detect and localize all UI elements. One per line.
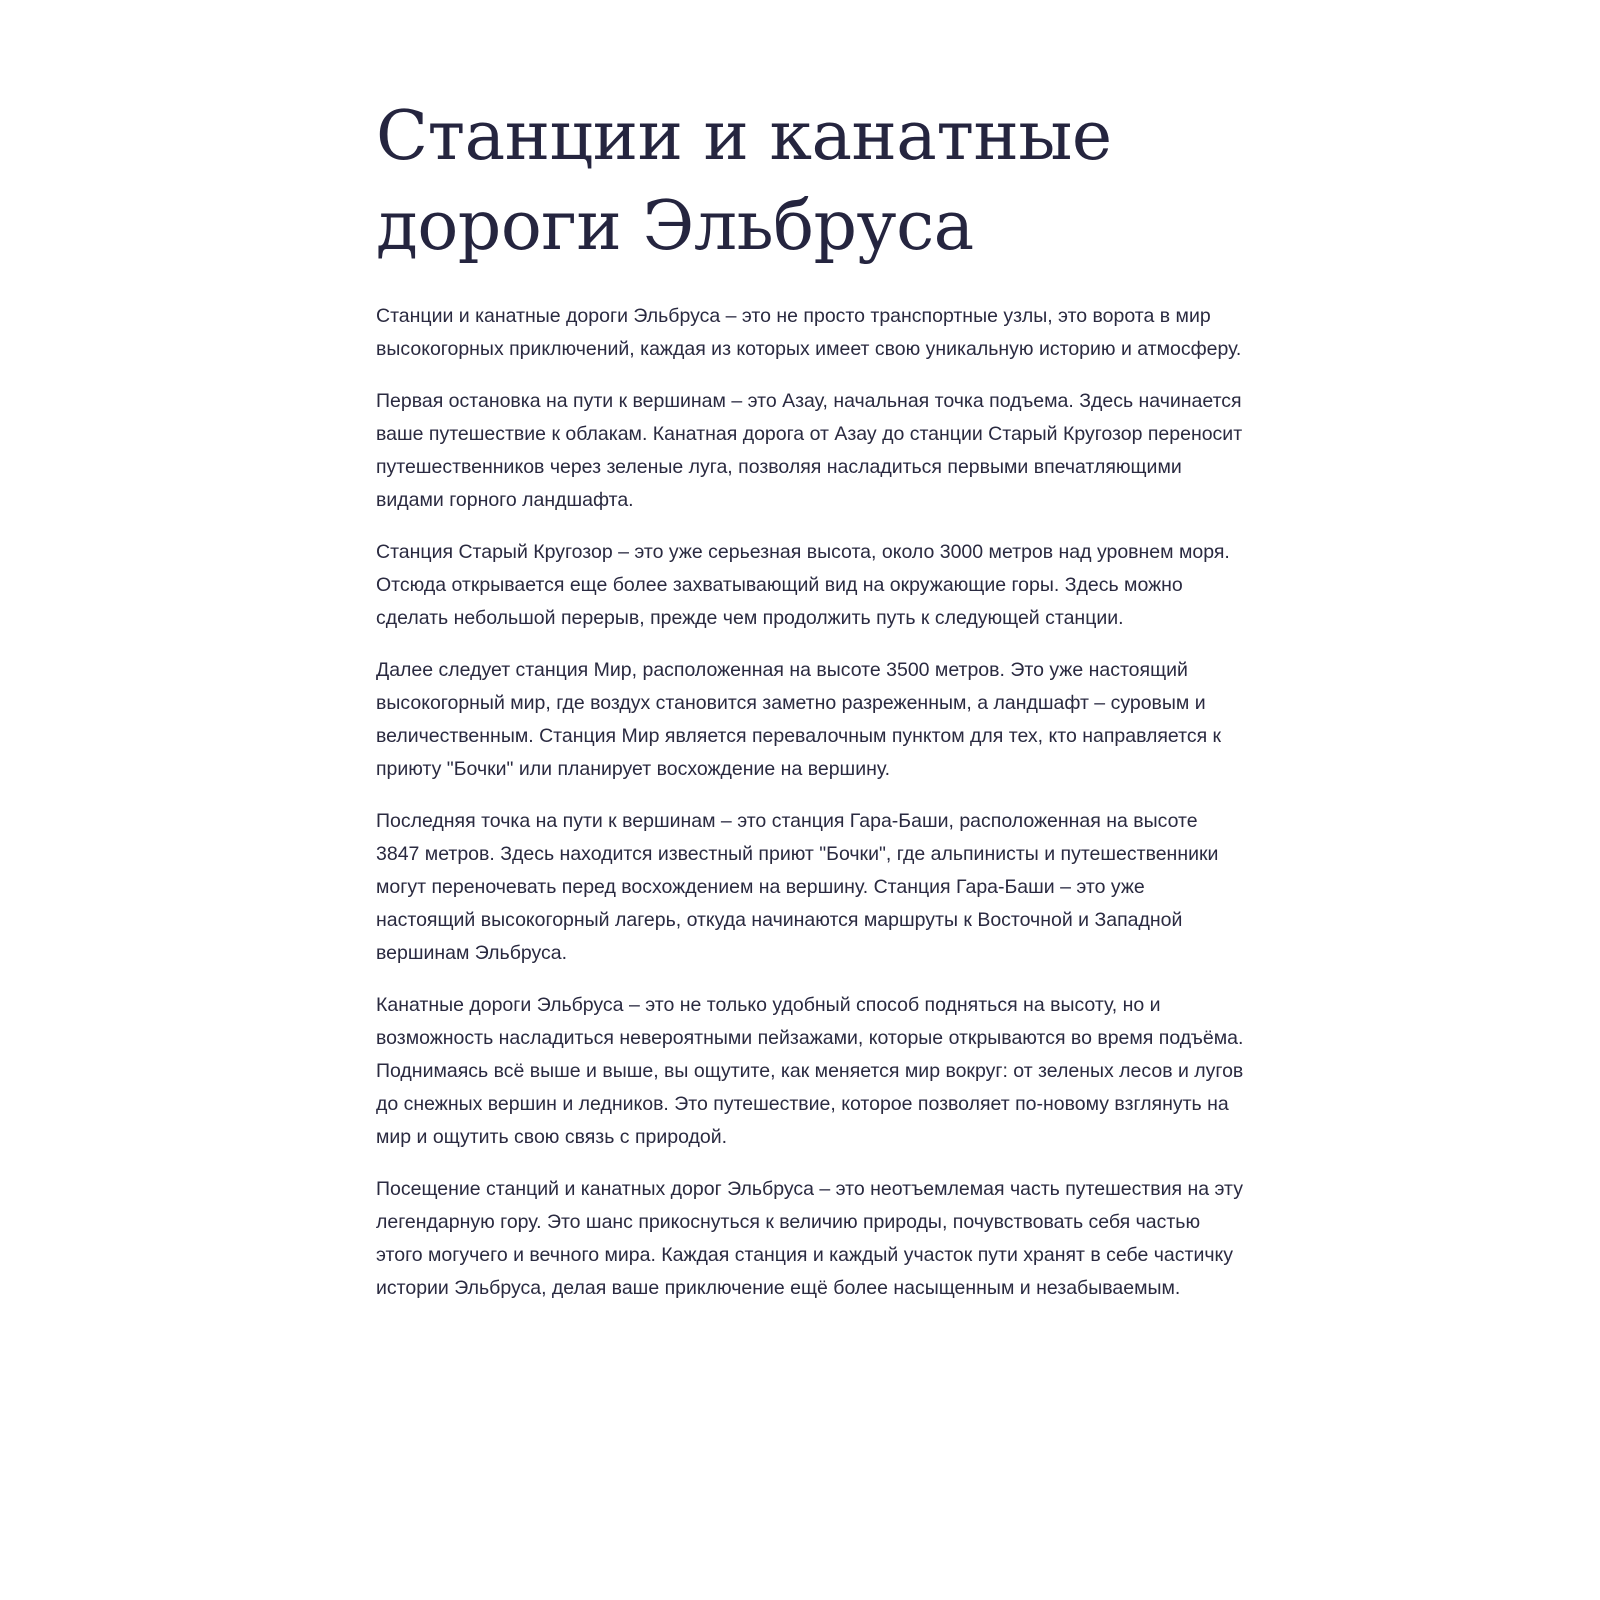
article-paragraph: Последняя точка на пути к вершинам – это станция Гара-Баши, расположенная на высоте 3847 метров. Здесь находится известный приют "Бочки", где альпинисты и путешественники могут переночевать перед восхождением на вершину. Станция Гара-Баши – это уже настоящий высокогорный лагерь, откуда начинаются маршруты к Восточной и Западной вершинам Эльбруса. — [376, 810, 1219, 964]
article-paragraph: Далее следует станция Мир, расположенная на высоте 3500 метров. Это уже настоящий высокогорный мир, где воздух становится заметно разреженным, а ландшафт – суровым и величественным. Станция Мир является перевалочным пунктом для тех, кто направляется к приюту "Бочки" или планирует восхождение на вершину. — [376, 659, 1222, 780]
article — [376, 92, 1246, 1324]
article-paragraph: Станции и канатные дороги Эльбруса – это не просто транспортные узлы, это ворота в мир высокогорных приключений, каждая из которых имеет свою уникальную историю и атмосферу. — [376, 305, 1242, 360]
page-title: Станции и канатные дороги Эльбруса — [376, 97, 1112, 266]
article-paragraph: Первая остановка на пути к вершинам – это Азау, начальная точка подъема. Здесь начинается ваше путешествие к облакам. Канатная дорога от Азау до станции Старый Кругозор переносит путешественников через зеленые луга, позволяя насладиться первыми впечатляющими видами горного ландшафта. — [376, 390, 1243, 511]
article-paragraph: Канатные дороги Эльбруса – это не только удобный способ подняться на высоту, но и возможность насладиться невероятными пейзажами, которые открываются во время подъёма. Поднимаясь всё выше и выше, вы ощутите, как меняется мир вокруг: от зеленых лесов и лугов до снежных вершин и ледников. Это путешествие, которое позволяет по-новому взглянуть на мир и ощутить свою связь с природой. — [376, 994, 1244, 1148]
article-paragraph: Посещение станций и канатных дорог Эльбруса – это неотъемлемая часть путешествия на эту легендарную гору. Это шанс прикоснуться к величию природы, почувствовать себя частью этого могучего и вечного мира. Каждая станция и каждый участок пути хранят в себе частичку истории Эльбруса, делая ваше приключение ещё более насыщенным и незабываемым. — [376, 1178, 1243, 1299]
article-paragraph: Станция Старый Кругозор – это уже серьезная высота, около 3000 метров над уровнем моря. Отсюда открывается еще более захватывающий вид на окружающие горы. Здесь можно сделать небольшой перерыв, прежде чем продолжить путь к следующей станции. — [376, 541, 1230, 629]
